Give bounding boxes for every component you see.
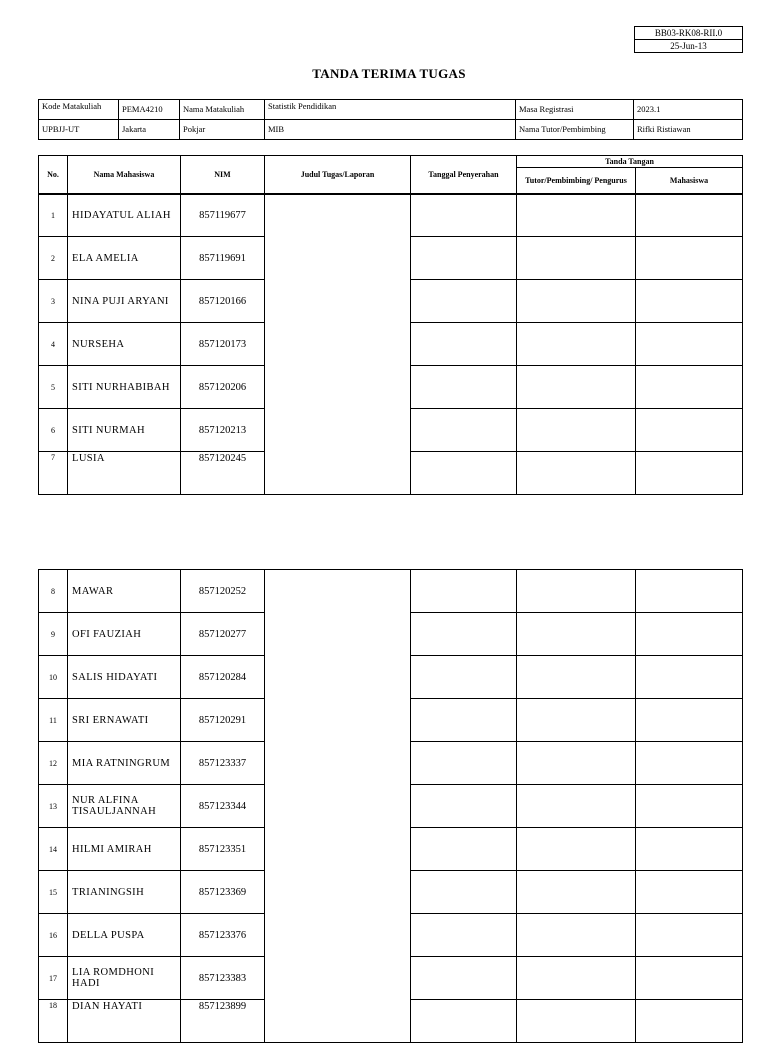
pokjar-label: Pokjar: [180, 120, 265, 140]
tutor-signature-cell: [517, 194, 636, 237]
student-name: TRIANINGSIH: [68, 871, 181, 914]
student-signature-cell: [636, 957, 743, 1000]
student-nim: 857120291: [181, 699, 265, 742]
row-no: 2: [39, 237, 68, 280]
student-nim: 857123369: [181, 871, 265, 914]
student-nim: 857120277: [181, 613, 265, 656]
student-name: NINA PUJI ARYANI: [68, 280, 181, 323]
tanggal-cell: [411, 1000, 517, 1043]
tanggal-cell: [411, 452, 517, 495]
student-signature-cell: [636, 452, 743, 495]
tanggal-cell: [411, 785, 517, 828]
kode-value: PEMA4210: [119, 100, 180, 120]
row-no: 15: [39, 871, 68, 914]
judul-cell: [265, 570, 411, 1043]
document-code-box: [634, 26, 743, 53]
row-no: 1: [39, 194, 68, 237]
student-nim: 857120166: [181, 280, 265, 323]
pokjar-value: MIB: [265, 120, 516, 140]
row-no: 8: [39, 570, 68, 613]
tanggal-cell: [411, 699, 517, 742]
row-no: 17: [39, 957, 68, 1000]
tutor-signature-cell: [517, 409, 636, 452]
row-no: 10: [39, 656, 68, 699]
table-row: [39, 194, 743, 237]
tutor-signature-cell: [517, 656, 636, 699]
student-nim: 857120284: [181, 656, 265, 699]
student-nim: 857120245: [181, 452, 265, 495]
student-name: HILMI AMIRAH: [68, 828, 181, 871]
student-nim: 857123344: [181, 785, 265, 828]
student-nim: 857123383: [181, 957, 265, 1000]
tutor-signature-cell: [517, 613, 636, 656]
tutor-signature-cell: [517, 871, 636, 914]
row-no: 4: [39, 323, 68, 366]
student-nim: 857120213: [181, 409, 265, 452]
kode-label: Kode Matakuliah: [39, 100, 119, 120]
student-signature-cell: [636, 280, 743, 323]
student-nim: 857123376: [181, 914, 265, 957]
student-name: SRI ERNAWATI: [68, 699, 181, 742]
tanggal-cell: [411, 957, 517, 1000]
tanggal-cell: [411, 570, 517, 613]
tanggal-cell: [411, 366, 517, 409]
tutor-signature-cell: [517, 699, 636, 742]
tanggal-cell: [411, 828, 517, 871]
tutor-signature-cell: [517, 742, 636, 785]
row-no: 7: [39, 452, 68, 495]
masa-value: 2023.1: [634, 100, 743, 120]
tanggal-cell: [411, 914, 517, 957]
tanggal-cell: [411, 613, 517, 656]
tutor-signature-cell: [517, 570, 636, 613]
student-name: HIDAYATUL ALIAH: [68, 194, 181, 237]
student-signature-cell: [636, 828, 743, 871]
student-signature-cell: [636, 194, 743, 237]
row-no: 16: [39, 914, 68, 957]
page-title: TANDA TERIMA TUGAS: [312, 66, 466, 81]
tutor-signature-cell: [517, 323, 636, 366]
student-nim: 857123337: [181, 742, 265, 785]
student-name: LUSIA: [68, 452, 181, 495]
document-date: 25-Jun-13: [635, 39, 742, 52]
row-no: 6: [39, 409, 68, 452]
row-no: 11: [39, 699, 68, 742]
student-table-2: [38, 569, 743, 1043]
student-name: OFI FAUZIAH: [68, 613, 181, 656]
student-name: ELA AMELIA: [68, 237, 181, 280]
header-judul: Judul Tugas/Laporan: [265, 156, 411, 194]
tutor-signature-cell: [517, 1000, 636, 1043]
student-name: MIA RATNINGRUM: [68, 742, 181, 785]
tutor-signature-cell: [517, 785, 636, 828]
tutor-signature-cell: [517, 280, 636, 323]
judul-cell: [265, 194, 411, 495]
student-nim: 857119677: [181, 194, 265, 237]
row-no: 13: [39, 785, 68, 828]
student-signature-cell: [636, 570, 743, 613]
header-no: No.: [39, 156, 68, 194]
row-no: 12: [39, 742, 68, 785]
tutor-signature-cell: [517, 452, 636, 495]
upbjj-value: Jakarta: [119, 120, 180, 140]
student-nim: 857123351: [181, 828, 265, 871]
student-name: SITI NURHABIBAH: [68, 366, 181, 409]
student-name: MAWAR: [68, 570, 181, 613]
row-no: 5: [39, 366, 68, 409]
tanggal-cell: [411, 742, 517, 785]
student-signature-cell: [636, 742, 743, 785]
student-name: LIA ROMDHONI HADI: [68, 957, 181, 1000]
student-signature-cell: [636, 613, 743, 656]
tanggal-cell: [411, 871, 517, 914]
row-no: 14: [39, 828, 68, 871]
row-no: 3: [39, 280, 68, 323]
student-table-1: [38, 155, 743, 495]
student-nim: 857119691: [181, 237, 265, 280]
tutor-signature-cell: [517, 828, 636, 871]
header-tutor: Tutor/Pembimbing/ Pengurus: [517, 168, 636, 194]
row-no: 9: [39, 613, 68, 656]
tutor-label: Nama Tutor/Pembimbing: [516, 120, 634, 140]
tutor-signature-cell: [517, 957, 636, 1000]
header-tanda-tangan: Tanda Tangan: [517, 156, 743, 168]
tanggal-cell: [411, 280, 517, 323]
student-nim: 857120173: [181, 323, 265, 366]
nama-mk-value: Statistik Pendidikan: [265, 100, 516, 120]
student-name: DIAN HAYATI: [68, 1000, 181, 1043]
student-name: NURSEHA: [68, 323, 181, 366]
tanggal-cell: [411, 409, 517, 452]
student-name: SALIS HIDAYATI: [68, 656, 181, 699]
tutor-value: Rifki Ristiawan: [634, 120, 743, 140]
header-nama: Nama Mahasiswa: [68, 156, 181, 194]
header-mahasiswa: Mahasiswa: [636, 168, 743, 194]
tanggal-cell: [411, 194, 517, 237]
row-no: 18: [39, 1000, 68, 1043]
student-signature-cell: [636, 699, 743, 742]
student-signature-cell: [636, 871, 743, 914]
tanggal-cell: [411, 323, 517, 366]
student-signature-cell: [636, 237, 743, 280]
student-signature-cell: [636, 409, 743, 452]
tutor-signature-cell: [517, 366, 636, 409]
table-row: [39, 570, 743, 613]
header-tanggal: Tanggal Penyerahan: [411, 156, 517, 194]
nama-mk-label: Nama Matakuliah: [180, 100, 265, 120]
upbjj-label: UPBJJ-UT: [39, 120, 119, 140]
student-signature-cell: [636, 656, 743, 699]
student-signature-cell: [636, 323, 743, 366]
student-signature-cell: [636, 914, 743, 957]
header-nim: NIM: [181, 156, 265, 194]
student-signature-cell: [636, 366, 743, 409]
student-name: NUR ALFINA TISAULJANNAH: [68, 785, 181, 828]
student-nim: 857120252: [181, 570, 265, 613]
tutor-signature-cell: [517, 237, 636, 280]
student-nim: 857120206: [181, 366, 265, 409]
student-name: SITI NURMAH: [68, 409, 181, 452]
student-name: DELLA PUSPA: [68, 914, 181, 957]
masa-label: Masa Registrasi: [516, 100, 634, 120]
student-nim: 857123899: [181, 1000, 265, 1043]
tanggal-cell: [411, 656, 517, 699]
tanggal-cell: [411, 237, 517, 280]
document-code: BB03-RK08-RII.0: [654, 28, 723, 38]
student-signature-cell: [636, 1000, 743, 1043]
student-signature-cell: [636, 785, 743, 828]
tutor-signature-cell: [517, 914, 636, 957]
info-table: [38, 99, 743, 140]
